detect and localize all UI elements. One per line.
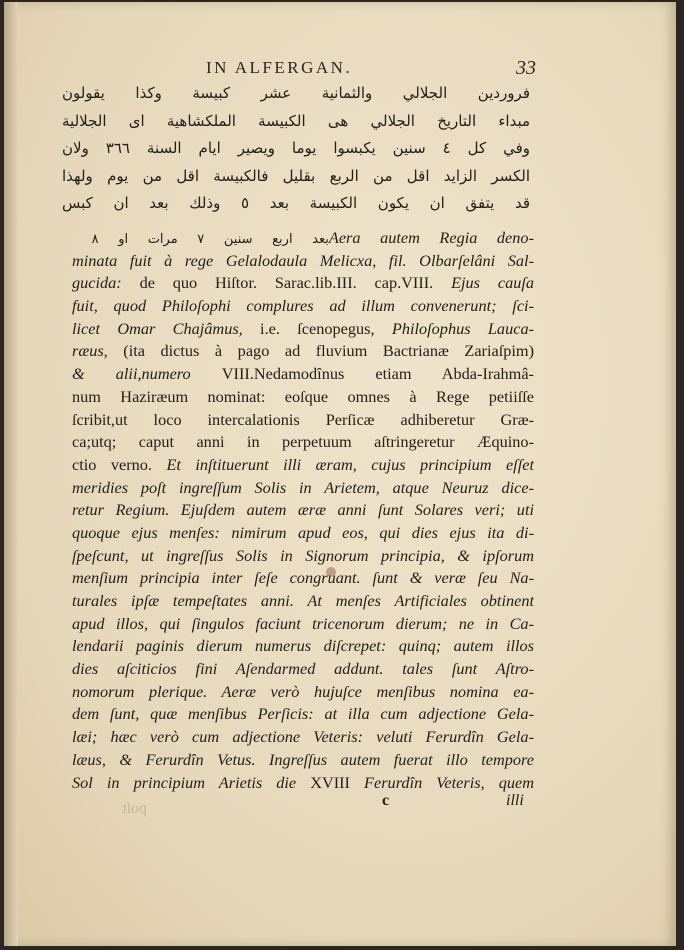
italic-text: Ferurdîn Veteris, quem — [364, 772, 534, 792]
roman-text: de quo Hiſtor. Sarac.lib.III. cap.VIII. — [139, 273, 452, 293]
arabic-line: قد يتفق ان يكون الكبيسة بعد ٥ وذلك بعد ان كبس — [62, 194, 530, 212]
text-line — [72, 409, 534, 432]
book-page — [4, 2, 676, 946]
text-line — [72, 272, 534, 295]
text-line — [72, 477, 534, 500]
page-number: 33 — [516, 57, 536, 79]
text-line — [72, 522, 534, 545]
text-line — [72, 703, 534, 726]
italic-text: Sol in principium Arietis die — [72, 772, 311, 792]
text-line — [72, 590, 534, 613]
offset-print: poſt — [122, 800, 147, 817]
italic-text: lendarii paginis dierum numerus diſcrepet: quinq; autem illos — [72, 636, 534, 656]
text-line — [72, 454, 534, 477]
arabic-line: فروردين الجلالي والثمانية عشر كبيسة وكذا يقولون — [62, 84, 530, 102]
text-line — [72, 726, 534, 749]
roman-text: i.e. ſcenopegus, — [260, 318, 392, 338]
italic-text: retur Regium. Ejuſdem autem æræ anni ſunt Solares veri; uti — [72, 500, 534, 520]
italic-text: Ejus cauſa — [451, 273, 534, 293]
italic-text: ræus, — [72, 341, 124, 361]
signature-mark: c — [382, 792, 390, 809]
italic-text: minata fuit à rege Gelalodaula Melicxa, fil. Olbarſelâni Sal- — [72, 250, 534, 270]
italic-text: meridies poſt ingreſſum Solis in Arietem, atque Neuruz dice- — [72, 477, 534, 497]
italic-text: & alii,numero — [72, 364, 222, 384]
arabic-line: الكسر الزايد اقل من الربع بقليل فالكبيسة اقل من يوم ولهذا — [62, 166, 530, 185]
italic-text: quoque ejus menſes: nimirum apud eos, qui dies ejus ita di- — [72, 522, 534, 542]
italic-text: nomorum plerique. Aeræ verò hujuſce menſibus nomina ea- — [72, 681, 534, 701]
italic-text: læus, & Ferurdîn Vetus. Ingreſſus autem fuerat illo tempore — [72, 749, 534, 769]
text-line — [72, 363, 534, 386]
italic-text: Philoſophus Lauca- — [391, 318, 534, 338]
text-line — [72, 340, 534, 363]
text-line — [72, 499, 534, 522]
roman-text: num Hazіræum nominat: eoſque omnes à Rege petiiſſe — [72, 386, 534, 406]
italic-text: dem ſunt, quæ menſibus Perſicis: at illa cum adjectione Gela- — [72, 704, 534, 724]
italic-text: ſpeſcunt, ut ingreſſus Solis in Signorum principia, & ipſorum — [72, 545, 534, 565]
text-line — [72, 658, 534, 681]
text-line — [72, 613, 534, 636]
roman-text: VIII.Nedamodînus etiam Abda-Irahmâ- — [221, 364, 534, 384]
text-line — [72, 386, 534, 409]
running-title: IN ALFERGAN. — [206, 58, 353, 77]
roman-text: ca;utq; caput anni in perpetuum aſtringeretur Æquino- — [72, 432, 534, 452]
italic-text: apud illos, qui ſingulos faciunt tricenorum dierum; ne in Ca- — [72, 613, 534, 633]
text-line — [72, 227, 534, 250]
latin-text-block — [72, 227, 534, 794]
catchword: illi — [506, 792, 524, 809]
italic-text: læi; hæc verò cum adjectione Veteris: veluti Ferurdîn Gela- — [72, 727, 534, 747]
text-line — [72, 567, 534, 590]
arabic-line: مبداء التاريخ الجلالي هى الكبيسة الملكشاهية اى الجلالية — [62, 111, 530, 130]
text-line — [72, 318, 534, 341]
text-line — [72, 681, 534, 704]
italic-text: Et inſtituerunt illi æram, cujus principium eſſet — [166, 454, 534, 474]
roman-text: (ita dictus à pago ad fluvium Bactrianæ Zariaſpim) — [123, 341, 534, 361]
text-line — [72, 772, 534, 795]
ink-stain — [326, 567, 336, 577]
text-line — [72, 250, 534, 273]
italic-text: gucida: — [72, 273, 140, 293]
text-line — [72, 431, 534, 454]
italic-text: Aera autem Regia deno- — [328, 228, 534, 247]
italic-text: menſium principia inter ſeſe congruant. ſunt & veræ ſeu Na- — [72, 568, 534, 588]
text-line — [72, 749, 534, 772]
arabic-line: وفي كل ٤ سنين يكبسوا يوما ويصير ايام السنة ٣٦٦ ولان — [62, 139, 530, 157]
roman-text: ſcribit,ut loco intercalationis Perſicæ adhiberetur Græ- — [72, 409, 534, 429]
italic-text: dies aſciticios fini Aſendarmed addunt. tales ſunt Aſtro- — [72, 659, 534, 679]
text-line — [72, 295, 534, 318]
text-line — [72, 635, 534, 658]
arabic-inline-text: بعد اربع سنين ٧ مرات او ٨ — [72, 232, 329, 247]
italic-text: fuit, quod Philoſophi complures ad illum convenerunt; ſci- — [72, 296, 534, 316]
roman-text: XVIII — [310, 772, 365, 792]
page-gutter — [4, 2, 18, 946]
roman-text: ctio verno. — [72, 454, 167, 474]
text-line — [72, 545, 534, 568]
italic-text: licet Omar Chajâmus, — [72, 318, 261, 338]
page-header — [4, 58, 676, 82]
italic-text: turales ipſæ tempeſtates anni. At menſes Artificiales obtinent — [72, 591, 534, 610]
